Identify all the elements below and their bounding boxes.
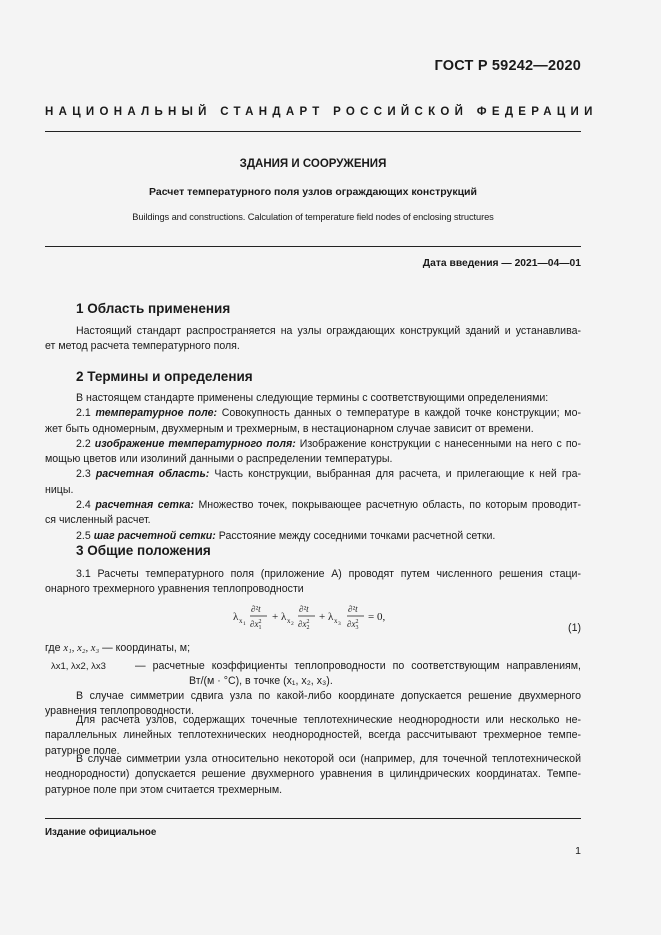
where-label: где (45, 642, 61, 654)
term-number: 2.5 (76, 529, 91, 542)
term-2-5 (45, 529, 581, 544)
term-name: расчетная область: (95, 468, 210, 481)
section-1-line-2: ет метод расчета температурного поля. (45, 340, 240, 353)
lambda-vars-text: λx1, λx2, λx3 (51, 661, 106, 672)
title-rule (45, 246, 581, 247)
term-name: шаг расчетной сетки: (93, 529, 216, 542)
national-standard-banner: НАЦИОНАЛЬНЫЙ СТАНДАРТ РОССИЙСКОЙ ФЕДЕРАЦИИ (45, 106, 598, 118)
introduction-date: Дата введения — 2021—04—01 (422, 258, 581, 269)
svg-text:∂x22: $\partial x^2$ 2 (298, 619, 310, 631)
para-line: 3.1 Расчеты температурного поля (приложение А) проводят путем численного решения стаци- (76, 568, 581, 580)
term-2-2 (45, 437, 581, 452)
term-name: расчетная сетка: (95, 499, 194, 512)
svg-text:λ: λ (281, 611, 287, 623)
svg-text:x: x (334, 617, 338, 625)
svg-text:∂²t: ∂²t (251, 604, 261, 614)
svg-text:1: 1 (243, 621, 246, 627)
section-3-para-4 (45, 752, 581, 798)
term-2-4 (45, 498, 581, 513)
heat-equation-formula (225, 598, 455, 638)
page-number: 1 (575, 845, 581, 857)
para-line: В случае симметрии сдвига узла по какой-либо координате допускается решение двухмерного (76, 690, 581, 702)
svg-text:∂²t: ∂²t (348, 604, 358, 614)
term-name: изображение температурного поля: (94, 437, 296, 450)
section-1-heading: 1 Область применения (76, 301, 231, 316)
footer-rule (45, 818, 581, 819)
svg-text:λ: λ (328, 611, 334, 623)
section-1-line-1: Настоящий стандарт распространяется на узлы ограждающих конструкций зданий и устанавлива- (76, 325, 581, 337)
official-edition-label: Издание официальное (45, 827, 157, 838)
term-definition-cont: ницы. (45, 483, 74, 496)
para-line: неоднородности) допускается решение двухмерного уравнения в цилиндрических координатах. Темпе- (45, 768, 581, 781)
svg-text:3: 3 (338, 621, 341, 627)
svg-text:x: x (239, 617, 243, 625)
section-2-heading: 2 Термины и определения (76, 369, 253, 384)
term-2-1 (45, 406, 581, 421)
top-rule (45, 131, 581, 132)
term-name: температурное поле: (95, 407, 217, 420)
term-definition: Множество точек, покрывающее расчетную область, по которым проводит- (198, 499, 582, 512)
section-2-text (45, 391, 581, 544)
svg-text:∂x23: $\partial x^2$ 3 (347, 619, 359, 631)
svg-text:λ: λ (233, 611, 239, 623)
equation-number: (1) (568, 622, 581, 634)
section-2-intro: В настоящем стандарте применены следующие термины с соответствующими определениями: (76, 392, 549, 404)
term-definition-cont: жет быть одномерным, двухмерным и трехмерным, в нестационарном случае зависит от времени. (45, 422, 534, 435)
term-number: 2.4 (76, 499, 91, 512)
term-definition-cont: мощью цветов или изолиний данными о распределении температуры. (45, 453, 393, 466)
term-number: 2.1 (76, 407, 91, 420)
section-3-para-1 (45, 567, 581, 598)
title-sub: Расчет температурного поля узлов ограждающих конструкций (149, 186, 477, 198)
term-definition: Часть конструкции, выбранная для расчета, и прилегающие к ней гра- (214, 468, 582, 481)
svg-text:+: + (272, 611, 279, 623)
svg-text:+: + (319, 611, 326, 623)
title-english: Buildings and constructions. Calculation of temperature field nodes of enclosing structures (132, 212, 494, 222)
document-code: ГОСТ Р 59242—2020 (434, 58, 581, 74)
svg-text:∂x21: $\partial x^2$ 1 (250, 619, 262, 631)
lambda-units: Вт/(м · °С), в точке (x₁, x₂, x₃). (189, 675, 333, 688)
para-line: онарного трехмерного уравнения теплопроводности (45, 583, 304, 596)
para-line: В случае симметрии узла относительно некоторой оси (например, для точечной теплотехнической (76, 753, 581, 765)
term-number: 2.2 (76, 437, 91, 450)
coordinate-description: — координаты, м; (102, 642, 191, 654)
para-line: ратурное поле при этом считается трехмерным. (45, 783, 283, 796)
para-line: параллельных линейных теплотехнических неоднородностей, всегда рассчитывают трехмерное темпе- (45, 729, 581, 742)
lambda-description: — расчетные коэффициенты теплопроводности по соответствующим направлениям, (135, 660, 581, 672)
term-definition: Расстояние между соседними точками расчетной сетки. (218, 529, 496, 542)
lambda-variables (51, 659, 135, 674)
term-definition-cont: ся численный расчет. (45, 514, 151, 527)
coordinate-variables: x₁, x₂, x₃ (63, 643, 100, 654)
svg-text:x: x (287, 617, 291, 625)
svg-text:= 0,: = 0, (368, 611, 386, 623)
term-definition: Совокупность данных о температуре в каждой точке конструкции; мо- (221, 407, 581, 420)
term-definition: Изображение конструкции с нанесенными на него с по- (299, 437, 581, 450)
para-line: уравнения теплопроводности. (45, 705, 194, 718)
term-2-3 (45, 467, 581, 482)
svg-text:∂²t: ∂²t (299, 604, 309, 614)
svg-text:2: 2 (291, 621, 294, 627)
term-number: 2.3 (76, 468, 91, 481)
para-line: Для расчета узлов, содержащих точечные теплотехнические неоднородности или несколько не- (76, 714, 581, 726)
lambda-definition (51, 659, 581, 690)
title-main: ЗДАНИЯ И СООРУЖЕНИЯ (239, 158, 387, 170)
section-1-text (45, 324, 581, 355)
para-line: ратурное поле. (45, 744, 120, 757)
where-clause (45, 642, 190, 654)
section-3-heading: 3 Общие положения (76, 543, 211, 558)
